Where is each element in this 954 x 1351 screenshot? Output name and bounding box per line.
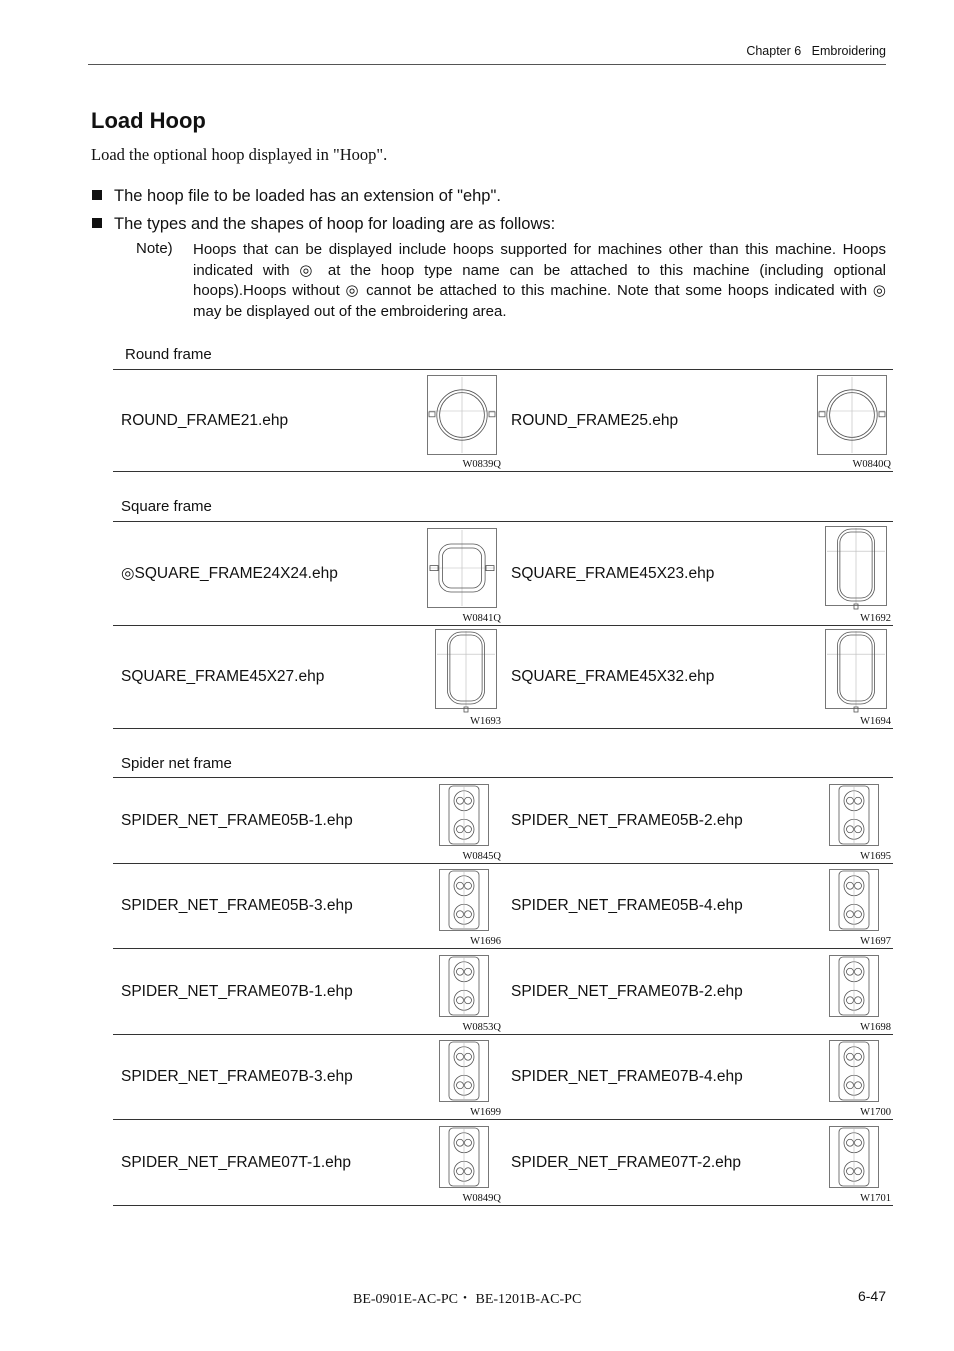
figure-code: W0841Q — [462, 613, 501, 624]
figure-code: W1699 — [470, 1107, 501, 1118]
hoop-file-name: SPIDER_NET_FRAME05B-3.ehp — [121, 897, 353, 914]
page-header — [746, 44, 886, 58]
table-row — [113, 778, 893, 864]
hoop-file-name: SPIDER_NET_FRAME05B-2.ehp — [511, 811, 743, 829]
hoop-image-cell — [413, 778, 503, 864]
section-title: Spider net frame — [121, 755, 232, 772]
table-row — [113, 370, 893, 472]
hoop-shape-icon — [427, 528, 497, 608]
hoop-file-name: SPIDER_NET_FRAME07B-4.ehp — [511, 1068, 743, 1085]
table-row — [113, 626, 893, 729]
hoop-shape-icon — [439, 784, 489, 846]
section-title: Round frame — [125, 346, 212, 363]
table-row — [113, 1035, 893, 1120]
hoop-shape-icon — [829, 869, 879, 931]
hoop-shape-icon — [439, 1126, 489, 1188]
hoop-image-cell — [803, 1120, 893, 1206]
figure-code: W0849Q — [462, 1193, 501, 1204]
hoop-image-cell — [413, 864, 503, 949]
hoop-file-name: SQUARE_FRAME45X23.ehp — [511, 564, 715, 582]
figure-code: W0845Q — [462, 851, 501, 862]
note-label: Note) — [136, 240, 173, 257]
figure-code: W1698 — [860, 1022, 891, 1033]
hoop-file-name: SPIDER_NET_FRAME07T-1.ehp — [121, 1153, 352, 1171]
hoop-file-name: ROUND_FRAME25.ehp — [511, 411, 679, 429]
hoop-file-name: SPIDER_NET_FRAME07T-2.ehp — [511, 1153, 742, 1171]
hoop-image-cell — [413, 626, 503, 729]
note-text: Hoops that can be displayed include hoops supported for machines other than this machine. Hoops indicated with ◎ at the hoop type name can be attached to this machine (including optional hoops).Hoops without ◎ cannot be attached to this machine. Note that some hoops indicated with ◎ may be displayed out of the embroidering area. — [193, 241, 886, 320]
hoop-table — [113, 369, 893, 472]
hoop-file-name: SPIDER_NET_FRAME07B-1.ehp — [121, 982, 353, 1000]
table-row — [113, 949, 893, 1035]
hoop-table — [113, 521, 893, 729]
figure-code: W1696 — [470, 936, 501, 947]
bullet-item — [92, 215, 555, 234]
hoop-image-cell — [413, 949, 503, 1035]
hoop-image-cell — [803, 864, 893, 949]
square-bullet-icon — [92, 190, 102, 200]
hoop-image-cell — [803, 370, 893, 472]
hoop-shape-icon — [817, 375, 887, 455]
square-bullet-icon — [92, 218, 102, 228]
hoop-shape-icon — [829, 1126, 879, 1188]
figure-code: W1701 — [860, 1193, 891, 1204]
header-chapter: Chapter 6 — [746, 44, 802, 58]
bullet-text: The hoop file to be loaded has an extension of "ehp". — [114, 187, 501, 205]
figure-code: W0840Q — [852, 459, 891, 470]
hoop-shape-icon — [427, 375, 497, 455]
hoop-image-cell — [413, 1120, 503, 1206]
hoop-image-cell — [803, 626, 893, 729]
figure-code: W0839Q — [462, 459, 501, 470]
header-section: Embroidering — [811, 44, 886, 58]
figure-code: W1695 — [860, 851, 891, 862]
hoop-shape-icon — [825, 629, 887, 713]
page-title: Load Hoop — [91, 108, 206, 133]
hoop-shape-icon — [435, 629, 497, 713]
hoop-file-name: SQUARE_FRAME45X27.ehp — [121, 668, 325, 685]
hoop-image-cell — [803, 949, 893, 1035]
hoop-shape-icon — [829, 955, 879, 1017]
intro-text: Load the optional hoop displayed in "Hoop". — [91, 145, 388, 164]
hoop-file-name: SPIDER_NET_FRAME07B-3.ehp — [121, 1068, 353, 1085]
hoop-shape-icon — [439, 1040, 489, 1102]
hoop-file-name: ROUND_FRAME21.ehp — [121, 411, 289, 429]
hoop-shape-icon — [829, 784, 879, 846]
bullet-text: The types and the shapes of hoop for loading are as follows: — [114, 215, 556, 233]
hoop-shape-icon — [829, 1040, 879, 1102]
hoop-file-name: ◎SQUARE_FRAME24X24.ehp — [121, 565, 338, 582]
page-number: 6-47 — [857, 1288, 886, 1304]
hoop-image-cell — [413, 370, 503, 472]
table-row — [113, 1120, 893, 1206]
footer-model: BE-0901E-AC-PC・ BE-1201B-AC-PC — [353, 1292, 582, 1307]
hoop-shape-icon — [439, 955, 489, 1017]
figure-code: W1700 — [860, 1107, 891, 1118]
table-row — [113, 522, 893, 626]
hoop-table — [113, 777, 893, 1206]
hoop-shape-icon — [825, 526, 887, 610]
hoop-image-cell — [413, 522, 503, 626]
bullet-item — [92, 187, 501, 206]
hoop-file-name: SQUARE_FRAME45X32.ehp — [511, 668, 715, 685]
hoop-image-cell — [803, 778, 893, 864]
hoop-image-cell — [413, 1035, 503, 1120]
figure-code: W0853Q — [462, 1022, 501, 1033]
header-rule — [88, 64, 886, 65]
hoop-file-name: SPIDER_NET_FRAME05B-4.ehp — [511, 897, 743, 914]
figure-code: W1692 — [860, 613, 891, 624]
hoop-shape-icon — [439, 869, 489, 931]
table-row — [113, 864, 893, 949]
figure-code: W1697 — [860, 936, 891, 947]
hoop-file-name: SPIDER_NET_FRAME07B-2.ehp — [511, 982, 743, 1000]
figure-code: W1694 — [860, 716, 891, 727]
hoop-image-cell — [803, 522, 893, 626]
section-title: Square frame — [121, 498, 212, 515]
hoop-image-cell — [803, 1035, 893, 1120]
figure-code: W1693 — [470, 716, 501, 727]
hoop-file-name: SPIDER_NET_FRAME05B-1.ehp — [121, 811, 353, 829]
